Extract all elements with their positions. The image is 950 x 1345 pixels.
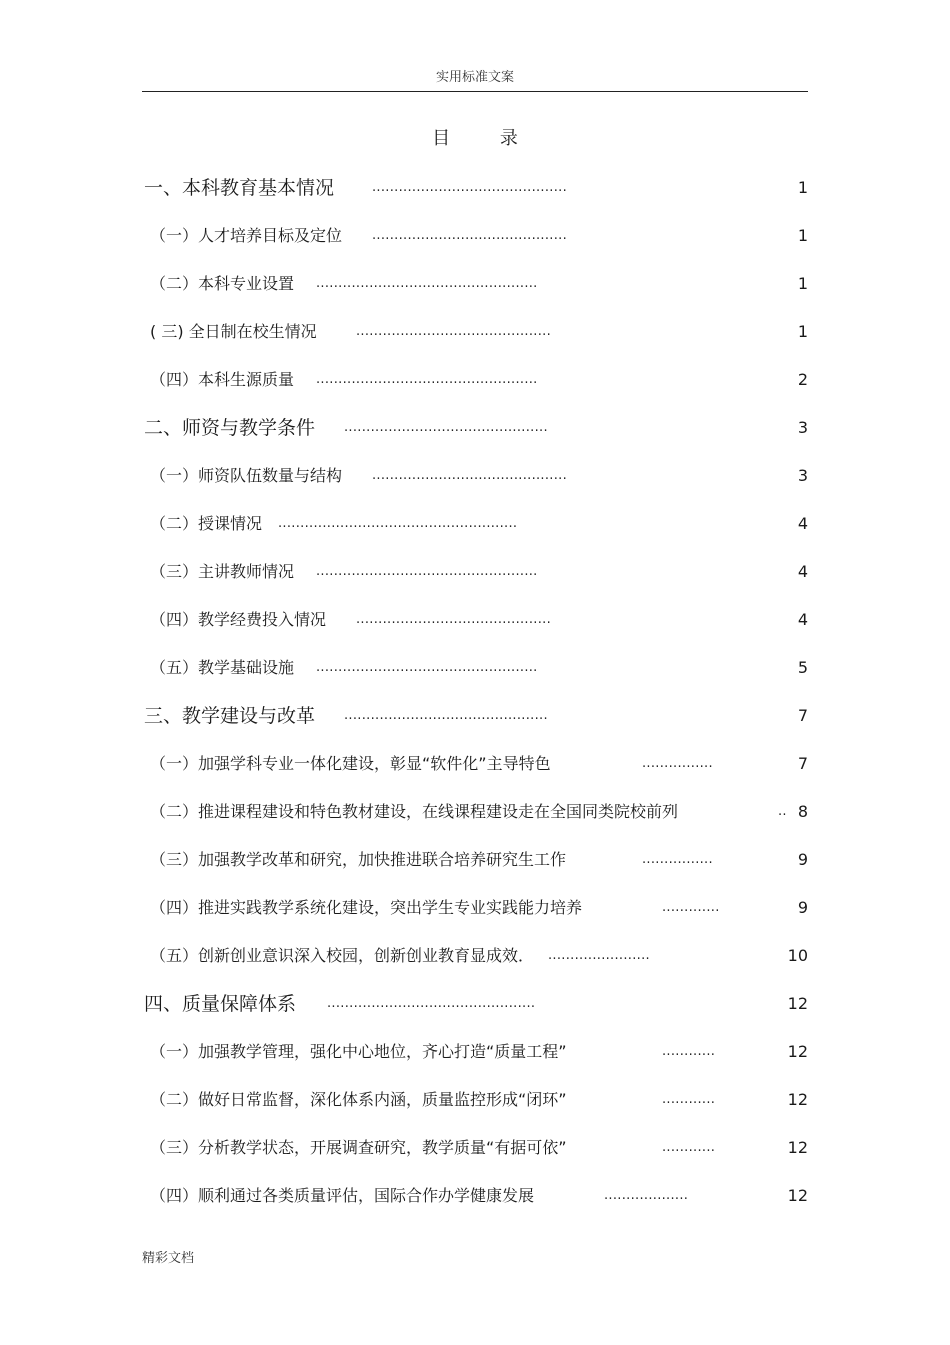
toc-entry-label: （四）教学经费投入情况 [150, 610, 327, 629]
toc-page-number: 4 [797, 514, 808, 533]
toc-leader-dots: ............ [662, 1044, 716, 1059]
toc-section-entry[interactable] [0, 702, 950, 730]
toc-subsection-entry[interactable] [0, 1086, 950, 1114]
toc-entry-label: 三、教学建设与改革 [144, 705, 316, 727]
toc-section-entry[interactable] [0, 414, 950, 442]
toc-leader-dots: ............................................ [372, 180, 568, 195]
toc-entry-label: （一）加强教学管理，强化中心地位，齐心打造“质量工程” [150, 1042, 567, 1061]
toc-leader-dots: .................................................. [316, 372, 538, 387]
toc-leader-dots: .................................................. [316, 660, 538, 675]
toc-subsection-entry[interactable] [0, 462, 950, 490]
toc-page-number: 4 [797, 610, 808, 629]
toc-leader-dots: ............. [662, 900, 720, 915]
toc-leader-dots: ................ [642, 852, 713, 867]
toc-leader-dots: ............................................ [356, 612, 552, 627]
toc-leader-dots: ............................................ [372, 228, 568, 243]
toc-entry-label: ( 三) 全日制在校生情况 [150, 322, 317, 341]
toc-entry-label: 四、质量保障体系 [144, 993, 297, 1015]
toc-page-number: 12 [787, 994, 808, 1013]
toc-entry-label: （五）创新创业意识深入校园，创新创业教育显成效． [150, 946, 535, 965]
toc-page-number: 1 [797, 178, 808, 197]
toc-subsection-entry[interactable] [0, 606, 950, 634]
toc-leader-dots: ................ [642, 756, 713, 771]
toc-subsection-entry[interactable] [0, 318, 950, 346]
toc-page-number: 8 [797, 802, 808, 821]
toc-entry-label: （三）分析教学状态，开展调查研究，教学质量“有据可依” [150, 1138, 567, 1157]
toc-leader-dots: ............ [662, 1140, 716, 1155]
toc-subsection-entry[interactable] [0, 510, 950, 538]
toc-entry-label: （二）做好日常监督，深化体系内涵，质量监控形成“闭环” [150, 1090, 567, 1109]
toc-section-entry[interactable] [0, 990, 950, 1018]
toc-entry-label: （三）加强教学改革和研究，加快推进联合培养研究生工作 [150, 850, 567, 869]
toc-page-number: 3 [797, 418, 808, 437]
toc-leader-dots: .................................................. [316, 276, 538, 291]
toc-entry-label: （一）师资队伍数量与结构 [150, 466, 343, 485]
toc-page-number: 12 [787, 1042, 808, 1061]
toc-subsection-entry[interactable] [0, 558, 950, 586]
toc-leader-dots: ....................... [548, 948, 650, 963]
toc-page-number: 1 [797, 274, 808, 293]
toc-page-number: 5 [797, 658, 808, 677]
toc-page-number: 7 [797, 754, 808, 773]
toc-page-number: 12 [787, 1090, 808, 1109]
toc-subsection-entry[interactable] [0, 942, 950, 970]
toc-subsection-entry[interactable] [0, 1182, 950, 1210]
toc-subsection-entry[interactable] [0, 894, 950, 922]
toc-entry-label: （二）本科专业设置 [150, 274, 295, 293]
toc-title: 目 录 [432, 128, 540, 149]
toc-page-number: 3 [797, 466, 808, 485]
toc-page-number: 4 [797, 562, 808, 581]
toc-subsection-entry[interactable] [0, 366, 950, 394]
toc-entry-label: （五）教学基础设施 [150, 658, 295, 677]
toc-page-number: 1 [797, 226, 808, 245]
toc-subsection-entry[interactable] [0, 1038, 950, 1066]
toc-page-number: 12 [787, 1138, 808, 1157]
toc-entry-label: （四）顺利通过各类质量评估，国际合作办学健康发展 [150, 1186, 535, 1205]
toc-section-entry[interactable] [0, 174, 950, 202]
page-header: 实用标准文案 [435, 70, 514, 85]
toc-page-number: 9 [797, 850, 808, 869]
toc-leader-dots: ...................................................... [278, 516, 518, 531]
toc-entry-label: （四）本科生源质量 [150, 370, 295, 389]
toc-page-number: 12 [787, 1186, 808, 1205]
toc-page-number: 1 [797, 322, 808, 341]
toc-page-number: 7 [797, 706, 808, 725]
toc-subsection-entry[interactable] [0, 222, 950, 250]
toc-entry-label: （一）人才培养目标及定位 [150, 226, 343, 245]
toc-entry-label: 一、本科教育基本情况 [144, 177, 335, 199]
toc-entry-label: 二、师资与教学条件 [144, 417, 316, 439]
toc-leader-dots: .. [778, 804, 787, 819]
toc-subsection-entry[interactable] [0, 798, 950, 826]
toc-leader-dots: .............................................. [344, 708, 548, 723]
toc-entry-label: （二）推进课程建设和特色教材建设，在线课程建设走在全国同类院校前列 [150, 802, 679, 821]
page-footer: 精彩文档 [142, 1251, 195, 1266]
toc-entry-label: （四）推进实践教学系统化建设，突出学生专业实践能力培养 [150, 898, 583, 917]
toc-subsection-entry[interactable] [0, 750, 950, 778]
toc-page-number: 2 [797, 370, 808, 389]
toc-leader-dots: ............................................ [356, 324, 552, 339]
toc-page-number: 9 [797, 898, 808, 917]
toc-subsection-entry[interactable] [0, 654, 950, 682]
toc-subsection-entry[interactable] [0, 1134, 950, 1162]
toc-leader-dots: .............................................. [344, 420, 548, 435]
toc-leader-dots: ................... [604, 1188, 689, 1203]
toc-subsection-entry[interactable] [0, 270, 950, 298]
toc-subsection-entry[interactable] [0, 846, 950, 874]
toc-entry-label: （三）主讲教师情况 [150, 562, 295, 581]
toc-leader-dots: ............................................ [372, 468, 568, 483]
toc-leader-dots: .................................................. [316, 564, 538, 579]
toc-entry-label: （一）加强学科专业一体化建设，彰显“软件化”主导特色 [150, 754, 551, 773]
toc-entry-label: （二）授课情况 [150, 514, 263, 533]
toc-leader-dots: ............................................... [327, 996, 536, 1011]
toc-page-number: 10 [787, 946, 808, 965]
toc-leader-dots: ............ [662, 1092, 716, 1107]
